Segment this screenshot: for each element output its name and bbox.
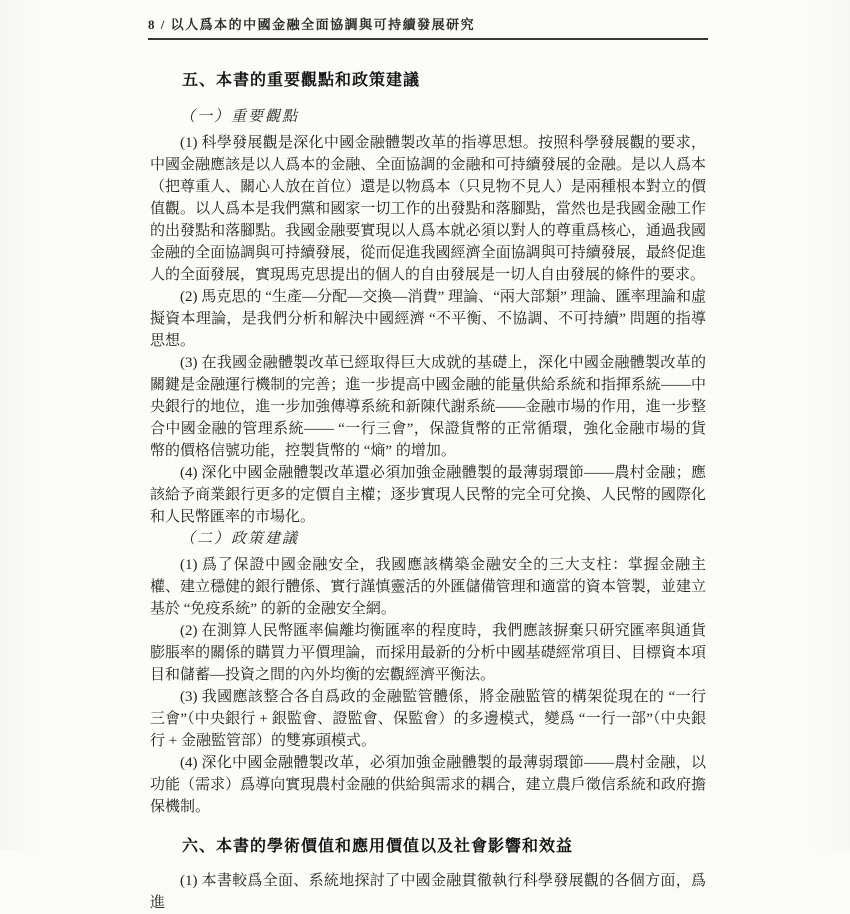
section-six-heading: 六、本書的學術價值和應用價值以及社會影響和效益 xyxy=(150,836,706,858)
policy-paragraph-1: (1) 爲了保證中國金融安全，我國應該構築金融安全的三大支柱：掌握金融主權、建立穩健的銀行體係、實行謹慎靈活的外匯儲備管理和適當的資本管製，並建立基於 “免疫系統” 的新的金融安全網。 xyxy=(150,554,706,620)
section-six-opening-paragraph: (1) 本書較爲全面、系統地探討了中國金融貫徹執行科學發展觀的各個方面，爲進 xyxy=(150,870,706,914)
policy-paragraph-3: (3) 我國應該整合各自爲政的金融監管體係，將金融監管的構架從現在的 “一行三會”（中央銀行 + 銀監會、證監會、保監會）的多邊模式，變爲 “一行一部”（中央銀行 + 金融監管部）的雙寡頭模式。 xyxy=(150,686,706,752)
policy-paragraph-2: (2) 在測算人民幣匯率偏離均衡匯率的程度時，我們應該摒棄只研究匯率與通貨膨脹率的關係的購買力平價理論，而採用最新的分析中國基礎經常項目、目標資本項目和儲蓄—投資之間的內外均衡的宏觀經濟平衡法。 xyxy=(150,620,706,686)
viewpoint-paragraph-3: (3) 在我國金融體製改革已經取得巨大成就的基礎上，深化中國金融體製改革的關鍵是金融運行機制的完善；進一步提高中國金融的能量供給系統和指揮系統——中央銀行的地位，進一步加強傳導系統和新陳代謝系統——金融市場的作用，進一步整合中國金融的管理系統—— “一行三會”，保證貨幣的正常循環，強化金融市場的貨幣的價格信號功能，控製貨幣的 “熵” 的增加。 xyxy=(150,352,706,462)
section-five-heading: 五、本書的重要觀點和政策建議 xyxy=(150,70,706,92)
subsection-two-heading: （二）政策建議 xyxy=(150,528,706,550)
page-body xyxy=(150,60,706,914)
policy-paragraph-4: (4) 深化中國金融體製改革，必須加強金融體製的最薄弱環節——農村金融，以功能（需求）爲導向實現農村金融的供給與需求的耦合，建立農戶徵信系統和政府擔保機制。 xyxy=(150,752,706,818)
viewpoint-paragraph-2: (2) 馬克思的 “生產—分配—交換—消費” 理論、“兩大部類” 理論、匯率理論和虛擬資本理論，是我們分析和解決中國經濟 “不平衡、不協調、不可持續” 問題的指導思想。 xyxy=(150,286,706,352)
viewpoint-paragraph-1: (1) 科學發展觀是深化中國金融體製改革的指導思想。按照科學發展觀的要求，中國金融應該是以人爲本的金融、全面協調的金融和可持續發展的金融。是以人爲本（把尊重人、關心人放在首位）還是以物爲本（只見物不見人）是兩種根本對立的價值觀。以人爲本是我們黨和國家一切工作的出發點和落腳點，當然也是我國金融工作的出發點和落腳點。我國金融要實現以人爲本就必須以對人的尊重爲核心，通過我國金融的全面協調與可持續發展，從而促進我國經濟全面協調與可持續發展，最終促進人的全面發展，實現馬克思提出的個人的自由發展是一切人自由發展的條件的要求。 xyxy=(150,132,706,286)
subsection-one-heading: （一）重要觀點 xyxy=(150,106,706,128)
viewpoint-paragraph-4: (4) 深化中國金融體製改革還必須加強金融體製的最薄弱環節——農村金融；應該給予商業銀行更多的定價自主權；逐步實現人民幣的完全可兌換、人民幣的國際化和人民幣匯率的市場化。 xyxy=(150,462,706,528)
running-head: 8 / 以人爲本的中國金融全面協調與可持續發展研究 xyxy=(148,14,708,40)
